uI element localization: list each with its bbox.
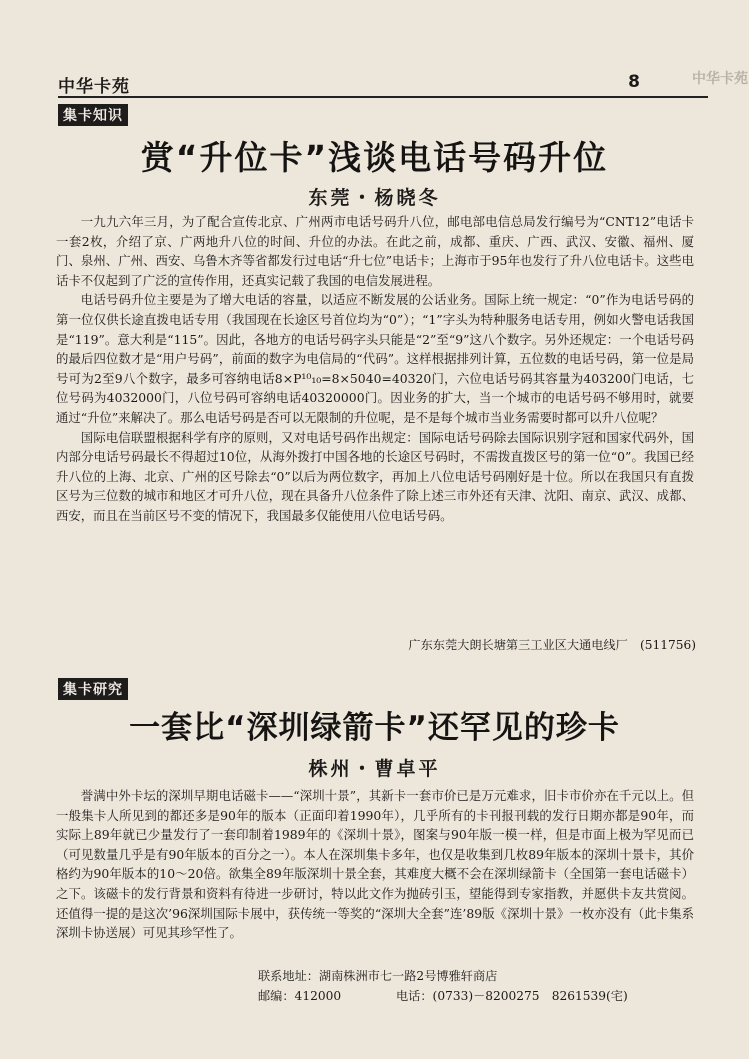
article1-paragraph: 一九九六年三月，为了配合宣传北京、广州两市电话号码升八位，邮电部电信总局发行编号为“CNT12”电话卡一套2枚，介绍了京、广两地升八位的时间、升位的办法。在此之前，成都、重庆、广西、武汉、安徽、福州、厦门、泉州、广州、西安、乌鲁木齐等省都发行过电话“升七位”电话卡；上海市于95年也发行了升八位电话卡。这些电话卡不仅起到了广泛的宣传作用，还真实记载了我国的电信发展进程。 <box>56 214 694 288</box>
section-tag-card-research: 集卡研究 <box>58 678 128 700</box>
page-number: 8 <box>628 72 640 92</box>
masthead <box>58 70 748 98</box>
section-tag-card-knowledge: 集卡知识 <box>58 104 128 126</box>
contact-address: 联系地址：湖南株洲市七一路2号博雅轩商店 <box>258 969 498 983</box>
article1-paragraph: 电话号码升位主要是为了增大电话的容量，以适应不断发展的公话业务。国际上统一规定：“0”作为电话号码的第一位仅供长途直拨电话专用（我国现在长途区号首位均为“0”）；“1”字头为特种服务电话专用，例如火警电话我国是“119”。意大利是“115”。因此，各地方的电话号码字头只能是“2”至“9”这八个数字。另外还规定：一个电话号码的最后四位数才是“用户号码”，前面的数字为电信局的“代码”。这样根据排列计算，五位数的电话号码，第一位是局号可为2至9八个数字，最多可容纳电话8×P¹⁰₁₀=8×5040=40320门，六位电话号码其容量为403200门电话，七位号码为4032000门，八位号码可容纳电话40320000门。因业务的扩大，当一个城市的电话号码不够用时，就要通过“升位”来解决了。那么电话号码是否可以无限制的升位呢，是不是每个城市当业务需要时都可以升八位呢？ <box>56 292 694 425</box>
magazine-title: 中华卡苑 <box>58 77 130 97</box>
contact-phone: 电话：(0733)－8200275 8261539(宅) <box>396 989 628 1003</box>
article1-paragraph: 国际电信联盟根据科学有序的原则，又对电话号码作出规定：国际电话号码除去国际识别字冠和国家代码外，国内部分电话号码最长不得超过10位，从海外拨打中国各地的长途区号码时，不需拨直拨区号的第一位“0”。我国已经升八位的上海、北京、广州的区号除去“0”以后为两位数字，再加上八位电话号码刚好是十位。所以在我国只有直拨区号为三位数的城市和地区才可升八位，现在具备升八位条件了除上述三市外还有天津、沈阳、南京、武汉、成都、西安，而且在当前区号不变的情况下，我国最多仅能使用八位电话号码。 <box>56 429 694 523</box>
article1-byline: 东莞・杨晓冬 <box>308 187 441 209</box>
article2-paragraph: 誉满中外卡坛的深圳早期电话磁卡——“深圳十景”，其新卡一套市价已是万元难求，旧卡市价亦在千元以上。但一般集卡人所见到的都还多是90年的版本（正面印着1990年），几乎所有的卡刊报刊载的发行日期亦都是90年，而实际上89年就已少量发行了一套印制着1989年的《深圳十景》，图案与90年版一模一样，但是市面上极为罕见而已（可见数量几乎是有90年版本的百分之一）。本人在深圳集卡多年，也仅是收集到几枚89年版本的深圳十景卡，其价格约为90年版本的10～20倍。欲集全89年版深圳十景全套，其难度大概不会在深圳绿箭卡（全国第一套电话磁卡）之下。该磁卡的发行背景和资料有待进一步研讨，特以此文作为抛砖引玉，望能得到专家指教，并愿供卡友共赏阅。还值得一提的是这次’96深圳国际卡展中，获传统一等奖的“深圳大全套”连’89版《深圳十景》一枚亦没有（此卡集系深圳卡协送展）可见其珍罕性了。 <box>56 788 694 941</box>
article1-body <box>56 212 694 526</box>
contact-zip: 邮编：412000 <box>258 989 342 1003</box>
article1-author-address: 广东东莞大朗长塘第三工业区大通电线厂 (511756) <box>408 638 696 652</box>
bleed-through-text: 中华卡苑 <box>692 71 748 87</box>
article1-title: 赏“升位卡”浅谈电话号码升位 <box>140 138 609 177</box>
article2-title: 一套比“深圳绿箭卡”还罕见的珍卡 <box>129 710 620 746</box>
article2-byline: 株州・曹卓平 <box>308 758 441 780</box>
article2-body <box>56 786 694 943</box>
